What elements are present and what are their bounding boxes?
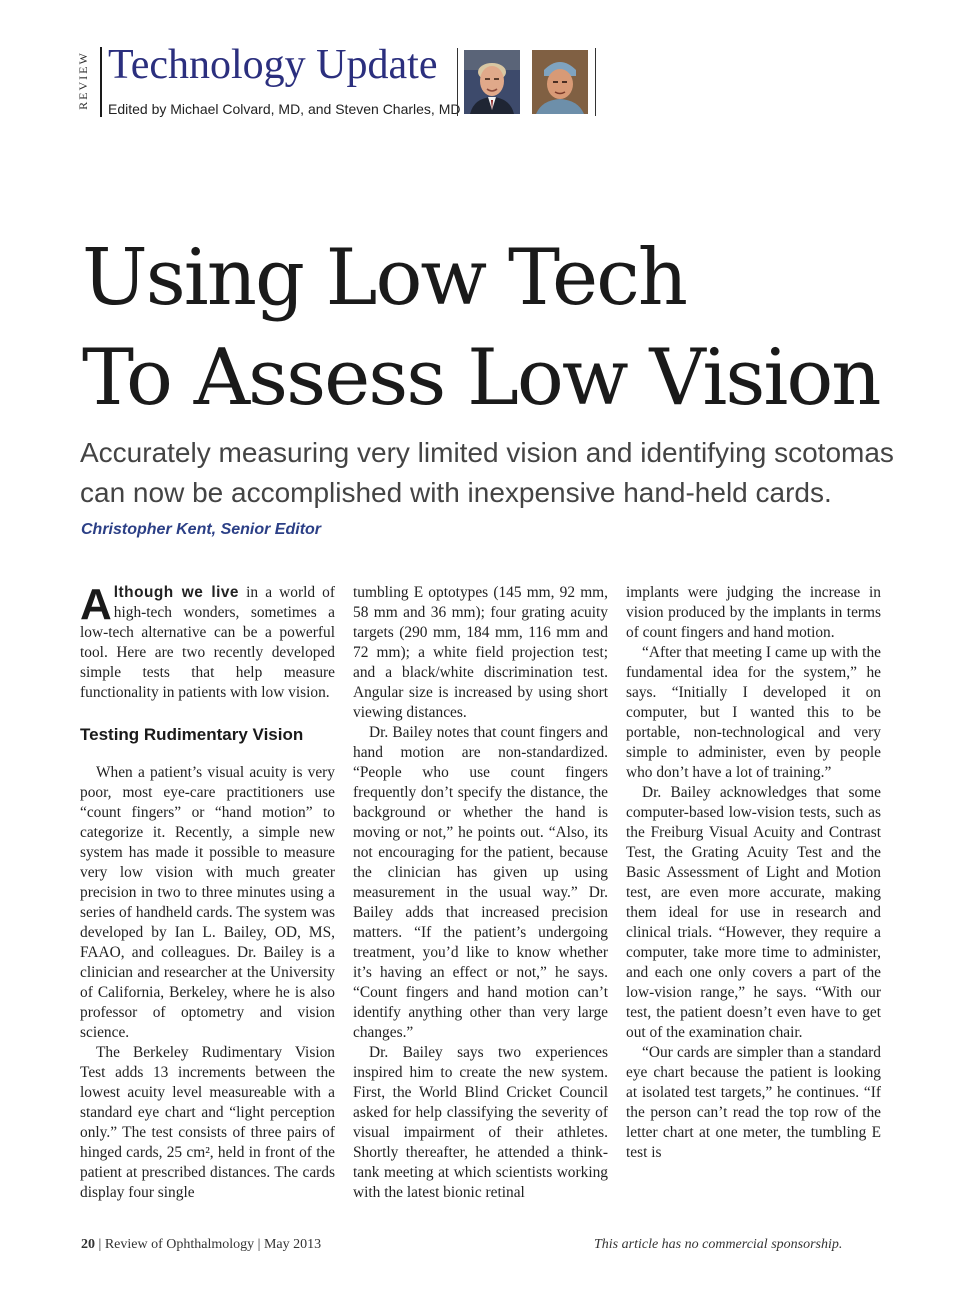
drop-cap: A <box>80 580 112 629</box>
page-number: 20 <box>81 1237 95 1252</box>
paragraph <box>80 580 335 703</box>
review-tag-text: REVIEW <box>75 51 90 110</box>
subhead-testing-rudimentary-vision: Testing Rudimentary Vision <box>80 725 304 744</box>
article-title <box>82 228 880 428</box>
section-title: Technology Update <box>108 42 438 88</box>
journal-name: Review of Ophthalmology <box>104 1237 255 1252</box>
editors-credit: Edited by Michael Colvard, MD, and Steven Charles, MD <box>108 101 461 117</box>
body-column-2 <box>353 583 608 1203</box>
paragraph: Dr. Bailey notes that count fingers and hand motion are non-standardized. “People who use count fingers frequently don’t specify the distance, the background or whether the hand is moving or not,” he points out. “Also, its not encouraging for the patient, because the clinician has given up using measurement in the usual way.” Dr. Bailey adds that increased precision matters. “If the patient’s undergoing treatment, you’d like to know whether it’s having an effect or not,” he says. “Count fingers and hand motion can’t identify anything other than very large changes.” <box>353 724 608 1041</box>
paragraph: implants were judging the increase in vision produced by the implants in terms of count fingers and hand motion. <box>626 584 881 641</box>
body-column-1 <box>80 580 335 1203</box>
editor-photo-colvard <box>464 50 520 114</box>
article-deck: Accurately measuring very limited vision and identifying scotomas can now be accomplished with inexpensive hand-held cards. <box>80 437 894 508</box>
paragraph-text: in a world of high-tech wonders, sometimes a low-tech alternative can be a powerful tool. Here are two recently developed simple tests that help measure functionality in patients with low vision. <box>80 584 335 701</box>
editor-photo-charles <box>532 50 588 114</box>
body-column-3 <box>626 583 881 1163</box>
paragraph: “After that meeting I came up with the fundamental idea for the system,” he says. “Initially I developed it on computer, but I wanted this to be portable, non-technological and very simple to administer, even by people who don’t have a lot of training.” <box>626 644 881 781</box>
paragraph: tumbling E optotypes (145 mm, 92 mm, 58 mm and 36 mm); four grating acuity targets (290 mm, 184 mm, 116 mm and 72 mm); a white field projection test; and a black/white discrimination test. Angular size is increased by using short viewing distances. <box>353 584 608 721</box>
paragraph: Dr. Bailey acknowledges that some computer-based low-vision tests, such as the Freiburg Visual Acuity and Contrast Test, the Grating Acuity Test and the Basic Assessment of Light and Motion test, are even more accurate, making them ideal for use in research and clinical trials. “However, they require a computer, take more time to administer, and each one only covers a part of the low-vision range,” he says. “With our test, the patient doesn’t even have to get out of the examination chair. <box>626 784 881 1041</box>
paragraph: When a patient’s visual acuity is very poor, most eye-care practitioners use “count fingers” or “hand motion” to categorize it. Recently, a simple new system has made it possible to measure very low vision with much greater precision in two to three minutes using a series of handheld cards. The system was developed by Ian L. Bailey, OD, MS, FAAO, and colleagues. Dr. Bailey is a clinician and researcher at the University of California, Berkeley, where he is also professor of optometry and vision science. <box>80 764 335 1041</box>
review-tag <box>75 47 102 117</box>
sponsorship-disclaimer: This article has no commercial sponsorship. <box>594 1237 843 1252</box>
footer-folio: 20 | Review of Ophthalmology | May 2013 <box>81 1237 322 1252</box>
paragraph: Dr. Bailey says two experiences inspired him to create the new system. First, the World Blind Cricket Council asked for help classifying the severity of visual impairment of their athletes. Shortly thereafter, he attended a think-tank meeting at which scientists working with the latest bionic retinal <box>353 1044 608 1201</box>
issue-date: May 2013 <box>263 1237 322 1252</box>
paragraph: The Berkeley Rudimentary Vision Test adds 13 increments between the lowest acuity level measureable with a standard eye chart and “light perception only.” The test consists of three pairs of hinged cards, 25 cm², held in front of the patient at prescribed distances. The cards display four single <box>80 1044 335 1201</box>
article-title-line1: Using Low Tech <box>82 233 687 323</box>
article-byline: Christopher Kent, Senior Editor <box>81 521 322 538</box>
lead-in: lthough we live <box>113 584 239 601</box>
article-title-line2: To Assess Low Vision <box>82 333 880 423</box>
paragraph: “Our cards are simpler than a standard eye chart because the patient is looking at isolated test targets,” he continues. “If the person can’t read the top row of the letter chart at one meter, the tumbling E test is <box>626 1044 881 1161</box>
editor-photos <box>457 48 596 116</box>
